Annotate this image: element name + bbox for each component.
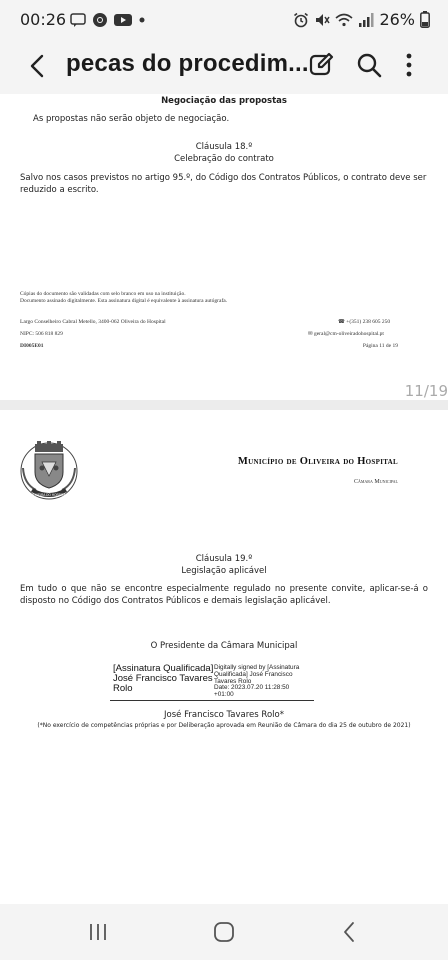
footer-address: Largo Conselheiro Cabral Metello, 3400-062 Oliveira do Hospital: [20, 319, 166, 325]
clause-19-text-line1: Em tudo o que não se encontre especialmente regulado no presente convite, aplicar-se-á o: [20, 584, 428, 594]
footer-phone-text: +(351) 238 605 250: [346, 319, 391, 325]
signature-right-line5: +01:00: [214, 691, 234, 699]
signal-icon: [358, 12, 374, 28]
app-bar: [0, 38, 448, 94]
pdf-page-11: [0, 94, 448, 400]
footer-nipc: NIPC: 506 818 829: [20, 331, 63, 337]
signature-right-line3: Tavares Rolo: [214, 677, 252, 685]
status-time: 00:26: [20, 10, 67, 29]
municipality-name: Município de Oliveira do Hospital: [237, 456, 398, 467]
page-indicator: 11/19: [404, 382, 448, 400]
seal-text: OLIVEIRA DO HOSPITAL: [30, 493, 68, 497]
footer-page-label: Página 11 de 19: [362, 343, 398, 349]
status-left-icons: [70, 12, 146, 28]
email-icon: ✉: [308, 331, 313, 337]
chrome-icon: [92, 12, 108, 28]
edit-icon[interactable]: [306, 50, 336, 80]
battery-icon: [420, 11, 430, 28]
footer-phone: [338, 319, 390, 325]
footer-doc-code: DI005E01: [20, 343, 44, 349]
signature-line: [110, 700, 314, 701]
clause-18-text-line2: reduzido a escrito.: [20, 185, 99, 195]
signer-name: José Francisco Tavares Rolo*: [164, 710, 284, 720]
footer-note-line1: Cópias do documento são validadas com selo branco em uso na instituição.: [20, 291, 186, 297]
wifi-icon: [335, 12, 353, 28]
more-options-icon[interactable]: [398, 50, 420, 80]
phone-icon: ☎: [338, 319, 345, 325]
mute-icon: [314, 12, 330, 28]
department-name: Câmara Municipal: [353, 479, 398, 485]
clause-19-subtitle: Legislação aplicável: [181, 566, 267, 576]
footer-note-line2: Documento assinado digitalmente. Esta assinatura digital é equivalente à assinatura autógrafa.: [20, 298, 228, 304]
pdf-page-12: [0, 410, 448, 904]
alarm-icon: [293, 12, 309, 28]
status-bar: [0, 0, 448, 38]
clause-18-subtitle: Celebração do contrato: [174, 154, 274, 164]
municipal-coat-of-arms: [18, 438, 80, 500]
clause-19-text-line2: disposto no Código dos Contratos Públicos e demais legislação aplicável.: [20, 596, 331, 606]
back-nav-icon[interactable]: [338, 920, 362, 944]
message-icon: [70, 12, 86, 28]
signature-left-line1: [Assinatura Qualificada]: [113, 663, 214, 674]
president-title: O Presidente da Câmara Municipal: [150, 641, 298, 651]
recent-apps-icon[interactable]: [86, 920, 110, 944]
search-icon[interactable]: [354, 50, 384, 80]
clause-18-text-line1: Salvo nos casos previstos no artigo 95.º, do Código dos Contratos Públicos, o contrato deve ser: [20, 173, 427, 183]
signature-right-line1: Digitally signed by [Assinatura: [214, 664, 300, 671]
signature-right-line4: Date: 2023.07.20 11:28:50: [214, 684, 290, 692]
signature-right-line2: Qualificada] José Francisco: [214, 670, 293, 678]
status-right: [293, 10, 430, 29]
system-nav-bar: [0, 904, 448, 960]
battery-text: 26%: [379, 10, 415, 29]
dot-icon: [138, 16, 146, 24]
signature-left-line3: Rolo: [113, 683, 133, 694]
clause-18-title: Cláusula 18.º: [195, 142, 253, 152]
youtube-icon: [114, 13, 132, 27]
back-arrow-icon[interactable]: [22, 50, 54, 82]
signer-footnote: (*No exercício de competências próprias e por Deliberação aprovada em Reunião de Câmara do dia 25 de outubro de 2021): [37, 722, 411, 729]
footer-email-text: geral@cm-oliveiradohospital.pt: [313, 331, 384, 337]
negotiation-text: As propostas não serão objeto de negociação.: [33, 114, 230, 124]
negotiation-heading: Negociação das propostas: [161, 96, 287, 106]
clause-19-title: Cláusula 19.º: [195, 554, 253, 564]
signature-left-line2: José Francisco Tavares: [113, 673, 213, 684]
footer-email: [308, 331, 384, 337]
page-gap: [0, 400, 448, 410]
signature-right: [214, 665, 299, 699]
signature-left: [113, 664, 213, 694]
document-title: pecas do procedim...: [66, 50, 309, 77]
home-icon[interactable]: [212, 920, 236, 944]
